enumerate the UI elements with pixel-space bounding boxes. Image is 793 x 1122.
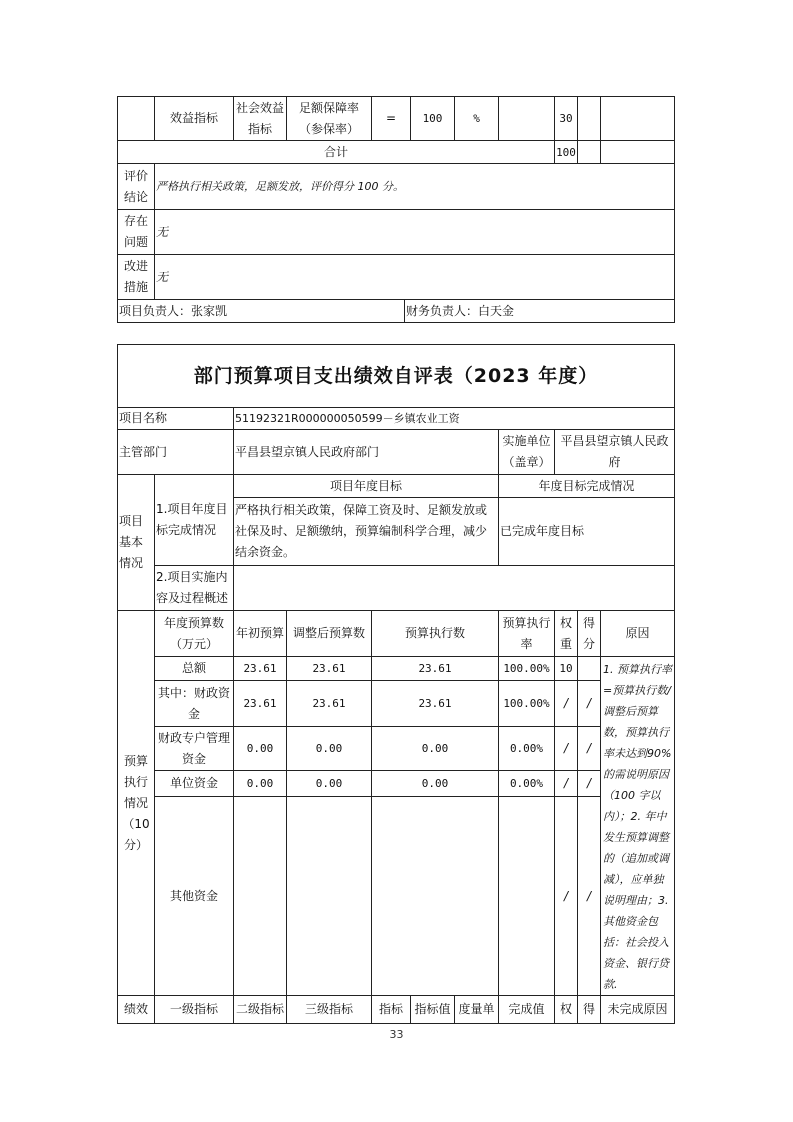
- form-title: 部门预算项目支出绩效自评表（2023 年度）: [117, 344, 675, 408]
- total-reason: [600, 140, 675, 164]
- perf-col-indicator: 指标: [371, 995, 411, 1024]
- impl-unit-value: 平昌县望京镇人民政府: [554, 429, 675, 475]
- item1-goal: 严格执行相关政策，保障工资及时、足额发放或社保及时、足额缴纳，预算编制科学合理，减少结余资金。: [233, 497, 499, 566]
- budget-row-executed: [371, 796, 499, 996]
- conclusion-text: 严格执行相关政策，足额发放，评价得分 100 分。: [154, 163, 675, 210]
- budget-row-name: 总额: [154, 656, 234, 681]
- budget-header-reason: 原因: [600, 610, 675, 657]
- item2-label: 2.项目实施内容及过程概述: [154, 565, 234, 611]
- budget-row-name: 其他资金: [154, 796, 234, 996]
- budget-row-initial: [233, 796, 287, 996]
- indicator-reason: [600, 96, 675, 141]
- budget-row-adjusted: [286, 796, 372, 996]
- budget-row-rate: 100.00%: [498, 680, 555, 727]
- perf-col-score: 得: [577, 995, 601, 1024]
- budget-row-weight: 10: [554, 656, 578, 681]
- level1-indicator: 效益指标: [154, 96, 234, 141]
- budget-row-name: 其中：财政资金: [154, 680, 234, 727]
- problems-label: 存在问题: [117, 209, 155, 255]
- budget-row-score: /: [577, 680, 601, 727]
- budget-row-executed: 23.61: [371, 680, 499, 727]
- project-lead: 项目负责人：张家凯: [117, 299, 405, 323]
- budget-row-initial: 0.00: [233, 770, 287, 797]
- project-name-value: 51192321R000000050599－乡镇农业工资: [233, 407, 675, 430]
- budget-header-rate: 预算执行率: [498, 610, 555, 657]
- perf-col-actual: 完成值: [498, 995, 555, 1024]
- page-number: 33: [389, 1028, 404, 1041]
- budget-row-score: /: [577, 770, 601, 797]
- budget-row-initial: 0.00: [233, 726, 287, 771]
- level2-indicator: 社会效益指标: [233, 96, 287, 141]
- budget-row-adjusted: 23.61: [286, 656, 372, 681]
- budget-row-adjusted: 0.00: [286, 770, 372, 797]
- perf-col-level3: 三级指标: [286, 995, 372, 1024]
- perf-col-reason: 未完成原因: [600, 995, 675, 1024]
- budget-row-name: 单位资金: [154, 770, 234, 797]
- budget-row-rate: 0.00%: [498, 726, 555, 771]
- perf-col-target: 指标值: [410, 995, 455, 1024]
- budget-row-rate: [498, 796, 555, 996]
- level3-indicator: 足额保障率（参保率）: [286, 96, 372, 141]
- performance-label: 绩效: [117, 995, 155, 1024]
- total-score: [577, 140, 601, 164]
- budget-row-initial: 23.61: [233, 680, 287, 727]
- indicator-blank-cell: [117, 96, 155, 141]
- budget-row-adjusted: 0.00: [286, 726, 372, 771]
- item2-text: [233, 565, 675, 611]
- budget-row-weight: /: [554, 796, 578, 996]
- indicator-actual: [498, 96, 555, 141]
- indicator-operator: =: [371, 96, 411, 141]
- budget-header-executed: 预算执行数: [371, 610, 499, 657]
- impl-unit-label: 实施单位（盖章）: [498, 429, 555, 475]
- dept-value: 平昌县望京镇人民政府部门: [233, 429, 499, 475]
- project-name-label: 项目名称: [117, 407, 234, 430]
- indicator-score: [577, 96, 601, 141]
- budget-header-adjusted: 调整后预算数: [286, 610, 372, 657]
- budget-header-year: 年度预算数（万元）: [154, 610, 234, 657]
- item1-label: 1.项目年度目标完成情况: [154, 474, 234, 566]
- total-label: 合计: [117, 140, 555, 164]
- finance-lead: 财务负责人：白天金: [404, 299, 675, 323]
- budget-row-executed: 23.61: [371, 656, 499, 681]
- measures-text: 无: [154, 254, 675, 300]
- budget-row-executed: 0.00: [371, 770, 499, 797]
- budget-header-score: 得分: [577, 610, 601, 657]
- budget-row-rate: 0.00%: [498, 770, 555, 797]
- budget-row-executed: 0.00: [371, 726, 499, 771]
- budget-row-initial: 23.61: [233, 656, 287, 681]
- budget-row-weight: /: [554, 680, 578, 727]
- budget-row-rate: 100.00%: [498, 656, 555, 681]
- budget-reason-note: 1. 预算执行率=预算执行数/调整后预算数，预算执行率未达到90%的需说明原因（100 字以内）；2. 年中发生预算调整的（追加或调减），应单独说明理由；3. 其他资金包括：社会投入资金、银行贷款.: [600, 656, 675, 996]
- problems-text: 无: [154, 209, 675, 255]
- perf-col-unit: 度量单: [454, 995, 499, 1024]
- goal-header: 项目年度目标: [233, 474, 499, 498]
- perf-col-weight: 权: [554, 995, 578, 1024]
- budget-row-adjusted: 23.61: [286, 680, 372, 727]
- budget-row-score: [577, 656, 601, 681]
- budget-header-initial: 年初预算: [233, 610, 287, 657]
- indicator-target: 100: [410, 96, 455, 141]
- indicator-weight: 30: [554, 96, 578, 141]
- total-weight: 100: [554, 140, 578, 164]
- perf-col-level1: 一级指标: [154, 995, 234, 1024]
- perf-col-level2: 二级指标: [233, 995, 287, 1024]
- budget-row-score: /: [577, 726, 601, 771]
- dept-label: 主管部门: [117, 429, 234, 475]
- budget-row-weight: /: [554, 726, 578, 771]
- budget-header-weight: 权重: [554, 610, 578, 657]
- item1-completion: 已完成年度目标: [498, 497, 675, 566]
- indicator-unit: %: [454, 96, 499, 141]
- completion-header: 年度目标完成情况: [498, 474, 675, 498]
- budget-section-label: 预算执行情况（10分）: [117, 610, 155, 996]
- budget-row-score: /: [577, 796, 601, 996]
- conclusion-label: 评价结论: [117, 163, 155, 210]
- budget-row-name: 财政专户管理资金: [154, 726, 234, 771]
- budget-row-weight: /: [554, 770, 578, 797]
- measures-label: 改进措施: [117, 254, 155, 300]
- basic-info-label: 项目基本情况: [117, 474, 155, 611]
